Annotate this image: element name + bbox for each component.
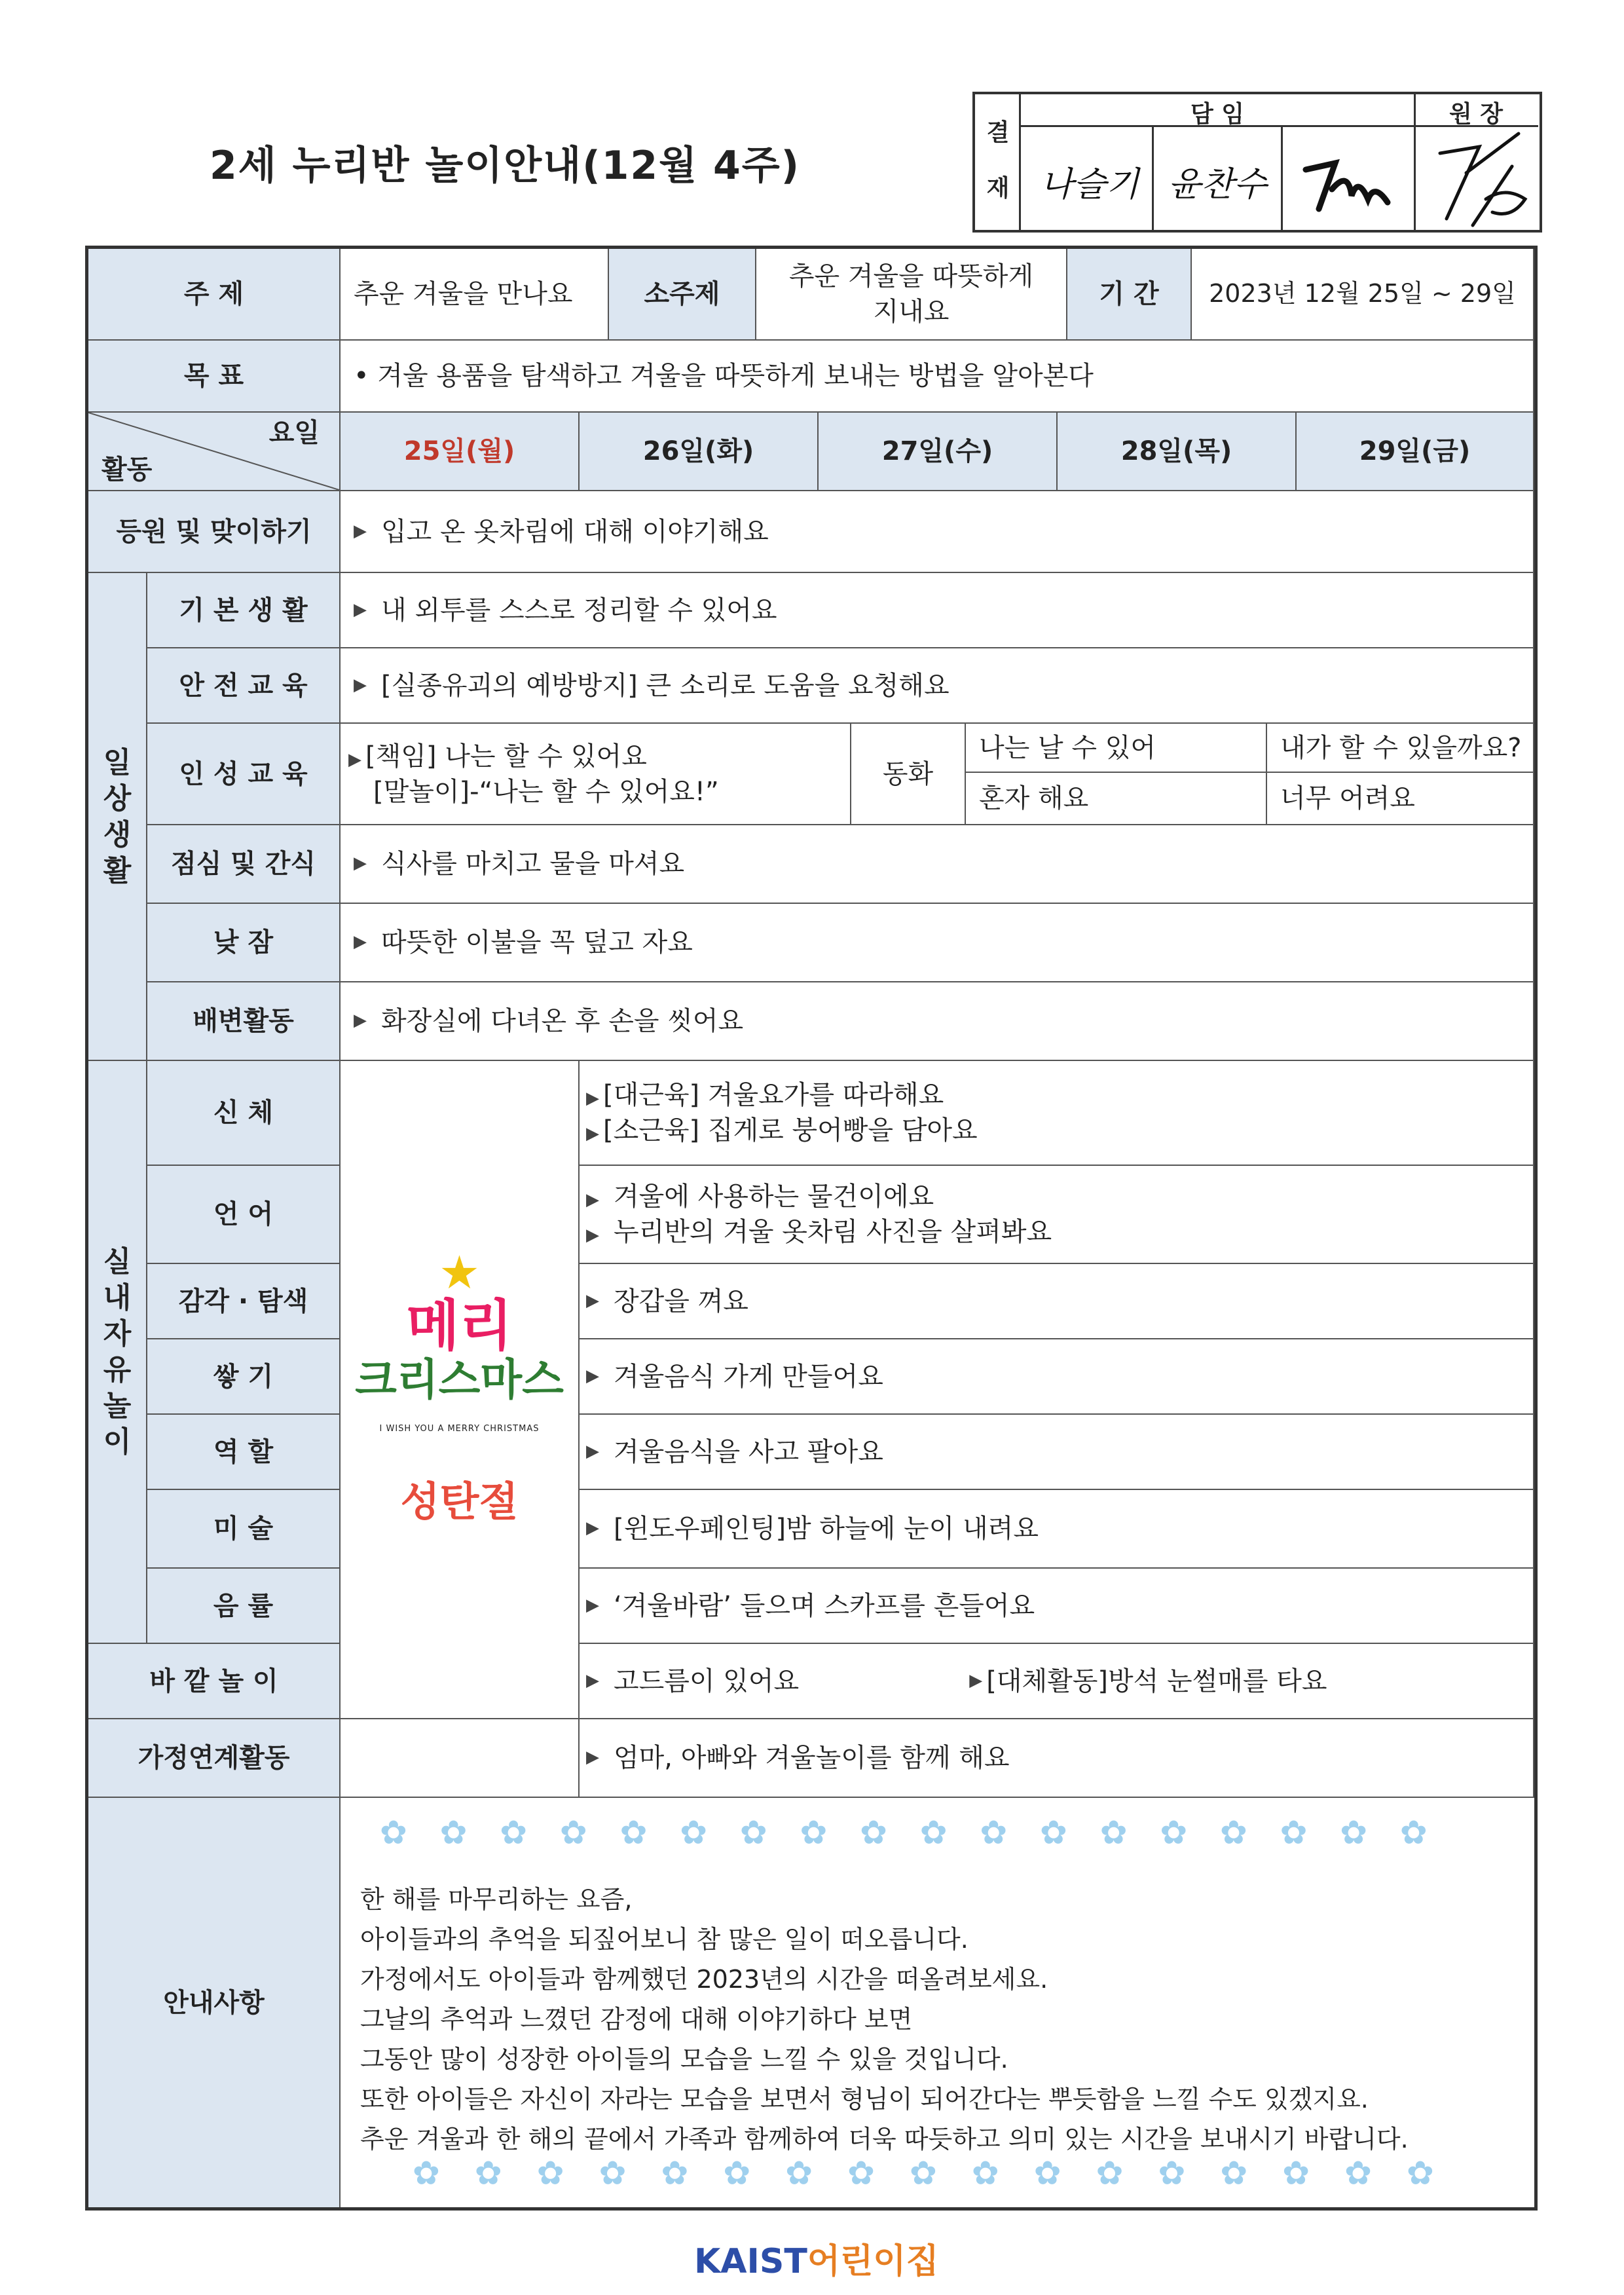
day-wed: 27일(수) (819, 413, 1058, 491)
roleplay-value: ▶ 겨울음식을 사고 팔아요 (580, 1415, 1534, 1490)
notice-body (341, 1798, 1534, 2207)
day-thu: 28일(목) (1058, 413, 1297, 491)
approval-wonjang: 원 장 (1449, 101, 1504, 128)
story-label: 동화 (851, 724, 966, 825)
snowflake-border-bottom: ✿ ✿ ✿ ✿ ✿ ✿ ✿ ✿ ✿ ✿ ✿ ✿ ✿ ✿ ✿ ✿ ✿ (413, 2154, 1434, 2192)
director-signature (1427, 127, 1538, 232)
daily-life-group-label: 일 상 생 활 (88, 573, 147, 1061)
star-icon: ★ (439, 1246, 480, 1300)
physical-value: ▶ [대근육] 겨울요가를 따라해요 ▶ [소근육] 집게로 붕어빵을 담아요 (580, 1061, 1534, 1166)
home-link-label: 가정연계활동 (88, 1719, 341, 1798)
approval-box (972, 92, 1542, 233)
story-1: 나는 날 수 있어 (966, 724, 1267, 773)
day-fri: 29일(금) (1297, 413, 1534, 491)
snowflake-border-top: ✿ ✿ ✿ ✿ ✿ ✿ ✿ ✿ ✿ ✿ ✿ ✿ ✿ ✿ ✿ ✿ ✿ ✿ (380, 1814, 1428, 1852)
story-4: 너무 어려요 (1267, 773, 1534, 825)
arrival-value: ▶ 입고 온 옷차림에 대해 이야기해요 (341, 491, 1534, 573)
outdoor-value: ▶ 고드름이 있어요 ▶ [대체활동]방석 눈썰매를 타요 (580, 1644, 1534, 1719)
meal-label: 점심 및 간식 (147, 825, 341, 904)
story-3: 혼자 해요 (966, 773, 1267, 825)
notice-label: 안내사항 (88, 1798, 341, 2207)
arrival-text: 입고 온 옷차림에 대해 이야기해요 (381, 516, 769, 547)
art-value: ▶ [윈도우페인팅]밤 하늘에 눈이 내려요 (580, 1490, 1534, 1569)
subtheme-line-1: 추운 겨울을 따뜻하게 (788, 261, 1034, 291)
card-subtitle: I WISH YOU A MERRY CHRISTMAS (379, 1424, 540, 1434)
subtheme-value (756, 249, 1067, 341)
toilet-value: ▶ 화장실에 다녀온 후 손을 씻어요 (341, 982, 1534, 1061)
card-title-1: 메리 (406, 1294, 513, 1358)
day-tue: 26일(화) (580, 413, 819, 491)
christmas-card (341, 1061, 580, 1719)
approval-jae: 재 (986, 175, 1010, 202)
teacher-signature-2: 윤찬수 (1168, 165, 1267, 204)
roleplay-label: 역 할 (147, 1415, 341, 1490)
corner-day-label: 요일 (268, 418, 320, 448)
theme-label: 주 제 (88, 249, 341, 341)
nap-label: 낮 잠 (147, 904, 341, 982)
arrival-label: 등원 및 맞이하기 (88, 491, 341, 573)
basic-life-value: ▶ 내 외투를 스스로 정리할 수 있어요 (341, 573, 1534, 648)
approval-gyeol: 결 (986, 119, 1010, 146)
goal-label: 목 표 (88, 341, 341, 413)
kaist-logo: KAIST어린이집 (694, 2242, 939, 2281)
language-label: 언 어 (147, 1166, 341, 1264)
subtheme-line-2: 지내요 (873, 297, 950, 327)
blocks-value: ▶ 겨울음식 가게 만들어요 (580, 1339, 1534, 1415)
character-label: 인 성 교 육 (147, 724, 341, 825)
corner-activity-label: 활동 (101, 455, 153, 485)
activity-table (85, 246, 1538, 2211)
toilet-label: 배변활동 (147, 982, 341, 1061)
music-label: 음 률 (147, 1569, 341, 1644)
page-title: 2세 누리반 놀이안내(12월 4주) (210, 143, 801, 189)
period-value: 2023년 12월 25일 ~ 29일 (1192, 249, 1534, 341)
teacher-signature-3 (1296, 143, 1401, 222)
basic-life-label: 기 본 생 활 (147, 573, 341, 648)
approval-damim: 담 임 (1190, 101, 1245, 128)
story-2: 내가 할 수 있을까요? (1267, 724, 1534, 773)
day-mon: 25일(월) (341, 413, 580, 491)
goal-value: • 겨울 용품을 탐색하고 겨울을 따뜻하게 보내는 방법을 알아본다 (341, 341, 1534, 413)
card-title-2: 크리스마스 (355, 1354, 564, 1405)
indoor-play-group-label: 실 내 자 유 놀 이 (88, 1061, 147, 1644)
blocks-label: 쌓 기 (147, 1339, 341, 1415)
theme-value: 추운 겨울을 만나요 (341, 249, 609, 341)
outdoor-label: 바 깥 놀 이 (88, 1644, 341, 1719)
home-link-value: ▶ 엄마, 아빠와 겨울놀이를 함께 해요 (580, 1719, 1534, 1798)
period-label: 기 간 (1067, 249, 1192, 341)
nap-value: ▶ 따뜻한 이불을 꼭 덮고 자요 (341, 904, 1534, 982)
music-value: ▶ ‘겨울바람’ 들으며 스카프를 흔들어요 (580, 1569, 1534, 1644)
language-value: ▶ 겨울에 사용하는 물건이에요 ▶ 누리반의 겨울 옷차림 사진을 살펴봐요 (580, 1166, 1534, 1264)
holiday-label: 성탄절 (400, 1477, 519, 1525)
meal-value: ▶ 식사를 마치고 물을 마셔요 (341, 825, 1534, 904)
safety-label: 안 전 교 육 (147, 648, 341, 724)
safety-value: ▶ [실종유괴의 예방방지] 큰 소리로 도움을 요청해요 (341, 648, 1534, 724)
teacher-signature-1: 나슬기 (1040, 165, 1139, 204)
subtheme-label: 소주제 (609, 249, 756, 341)
sensory-value: ▶ 장갑을 껴요 (580, 1264, 1534, 1339)
day-corner-cell (88, 413, 341, 491)
art-label: 미 술 (147, 1490, 341, 1569)
physical-label: 신 체 (147, 1061, 341, 1166)
sensory-label: 감각 · 탐색 (147, 1264, 341, 1339)
character-value: ▶ [책임] 나는 할 수 있어요 [말놀이]-“나는 할 수 있어요!” (341, 724, 851, 825)
notice-text: 한 해를 마무리하는 요즘, 아이들과의 추억을 되짚어보니 참 많은 일이 떠오릅니다. 가정에서도 아이들과 함께했던 2023년의 시간을 떠올려보세요. 그날의 추억과 느꼈던 감정에 대해 이야기하다 보면 그동안 많이 성장한 아이들의 모습을 느낄 수 있을 것입니다. 또한 아이들은 자신이 자라는 모습을 보면서 형님이 되어간다는 뿌듯함을 느낄 수도 있겠지요. 추운 겨울과 한 해의 끝에서 가족과 함께하여 더욱 따듯하고 의미 있는 시간을 보내시기 바랍니다. (360, 1885, 1409, 2154)
